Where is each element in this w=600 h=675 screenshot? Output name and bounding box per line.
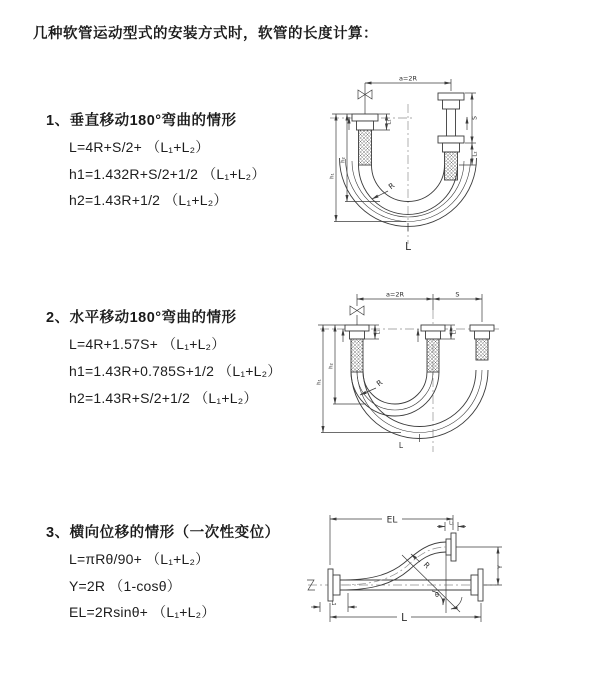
section-3-formula-EL: EL=2Rsinθ+ （L₁+L₂）: [69, 604, 216, 620]
dimension-a2r-s: [357, 291, 482, 323]
dim-l1-label: L₁: [375, 329, 382, 335]
left-pipe-fitting: [345, 325, 369, 372]
dim-h1-label: h₁: [329, 173, 336, 179]
section-2-formula-L: L=4R+1.57S+ （L₁+L₂）: [69, 336, 226, 352]
dimension-l2: [311, 593, 357, 612]
dim-h1-label: h₁: [316, 379, 323, 385]
section-1-formula-L: L=4R+S/2+ （L₁+L₂）: [69, 139, 210, 155]
dim-l2-label: L₂: [331, 601, 337, 607]
length-label: L: [405, 241, 411, 253]
braided-hose-section: [445, 152, 458, 180]
dimension-l: [330, 603, 481, 624]
valve-icon: [358, 83, 372, 114]
dim-l1-label: L₁: [386, 119, 393, 125]
radius-callout: [372, 181, 396, 199]
hose-loop-arcs: [351, 370, 488, 442]
dim-l-label: L: [401, 612, 407, 624]
angle-callout: [432, 591, 462, 609]
section-2-formula-h1: h1=1.43R+0.785S+1/2 （L₁+L₂）: [69, 363, 282, 379]
upper-flange: [446, 533, 456, 561]
right-flange: [471, 569, 483, 601]
radius-label: R: [374, 377, 385, 389]
section-2-formula-h2: h2=1.43R+S/2+1/2 （L₁+L₂）: [69, 390, 258, 406]
dim-s-label: S: [471, 116, 479, 120]
length-label: L: [398, 441, 404, 450]
middle-pipe-fitting: [421, 325, 445, 372]
dim-h2-label: h₂: [340, 157, 347, 163]
section-2-heading: 2、水平移动180°弯曲的情形: [46, 310, 237, 326]
dim-a-label: a=2R: [398, 74, 418, 83]
section-3-formula-Y: Y=2R （1-cosθ）: [69, 578, 181, 594]
left-pipe-fitting: [352, 114, 378, 165]
section-1-formula-h2: h2=1.43R+1/2 （L₁+L₂）: [69, 192, 228, 208]
dimension-el: [330, 515, 453, 565]
braided-hose-section: [427, 339, 439, 372]
diagram-2-horizontal-loop: [306, 282, 600, 462]
right-pipe-fitting: [470, 325, 494, 360]
dim-l1-label: L₁: [449, 520, 454, 527]
braided-hose-section: [476, 339, 488, 360]
diagram-1-vertical-loop: [308, 68, 593, 263]
dim-l2-label: L₂: [451, 329, 458, 335]
page-title: 几种软管运动型式的安装方式时，软管的长度计算：: [33, 26, 378, 42]
section-3-formula-L: L=πRθ/90+ （L₁+L₂）: [69, 551, 210, 567]
radius-callout: [411, 554, 432, 570]
dim-a-label: a=2R: [385, 290, 405, 299]
valve-icon: [350, 294, 364, 325]
dim-el-label: EL: [386, 515, 398, 526]
dimension-s-l2: [459, 93, 479, 165]
dim-y-label: Y: [496, 565, 504, 569]
dim-h2-label: h₂: [328, 363, 335, 369]
section-1-heading: 1、垂直移动180°弯曲的情形: [46, 113, 237, 129]
diagram-3-lateral-displacement: [298, 505, 598, 650]
section-3-heading: 3、横向位移的情形（一次性变位）: [46, 525, 280, 541]
braided-hose-section: [351, 339, 363, 372]
angle-label: θ: [435, 591, 439, 599]
right-pipe-fitting: [438, 93, 464, 180]
braided-hose-section: [359, 130, 372, 165]
dim-l2-label: L₂: [472, 151, 479, 157]
left-flange: [328, 569, 340, 601]
section-1-formula-h1: h1=1.432R+S/2+1/2 （L₁+L₂）: [69, 166, 266, 182]
dimension-a2r: [365, 75, 451, 92]
radius-label: R: [386, 180, 397, 192]
radius-label: R: [421, 560, 432, 571]
dim-s-label: S: [455, 290, 460, 299]
dimension-l1: [437, 521, 466, 532]
